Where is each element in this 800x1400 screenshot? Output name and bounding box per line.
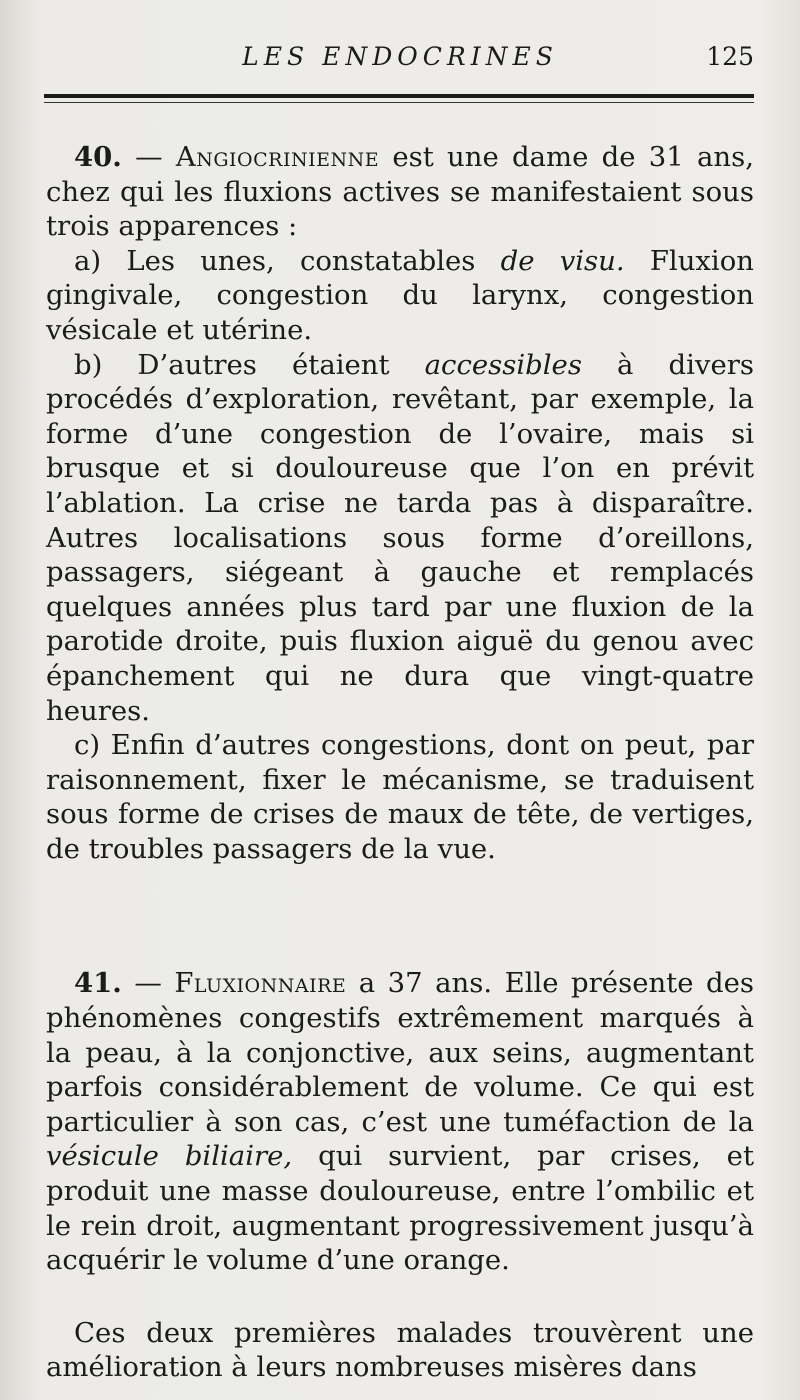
item-a-text: a) Les unes, constatables xyxy=(74,244,501,277)
page-number: 125 xyxy=(706,42,754,71)
item-c-text: c) Enfin d’autres congestions, dont on peut, par raisonnement, fixer le mécanisme, se traduisent sous forme de crises de maux de tête, de vertiges, de troubles passagers de la vue. xyxy=(46,729,754,865)
case-41-paragraph xyxy=(46,966,754,1277)
closing-paragraph xyxy=(46,1316,754,1385)
case-40-intro-text: est une dame de 31 ans, chez qui les fluxions actives se manifestaient sous trois apparences : xyxy=(46,141,754,243)
case-40-number: 40. xyxy=(74,141,122,173)
header-rule-thick xyxy=(44,94,754,98)
section-gap xyxy=(46,866,754,966)
case-40-dash: — xyxy=(121,141,176,173)
item-b-text: b) D’autres étaient xyxy=(74,348,425,381)
item-b-text-end: à divers procédés d’exploration, revêtant, par exemple, la forme d’une congestion de l’ovaire, mais si brusque et si douloureuse que l’on en prévit l’ablation. La crise ne tarda pas à disparaître. Autres localisations sous forme d’oreillons, passagers, siégeant à gauche et remplacés quelques années plus tard par une fluxion de la parotide droite, puis fluxion aiguë du genou avec épanchement qui ne dura que vingt-quatre heures. xyxy=(46,348,754,727)
item-a-text-end: Fluxion gingivale, congestion du larynx, congestion vésicale et utérine. xyxy=(46,244,754,346)
running-title: LES ENDOCRINES xyxy=(242,42,558,71)
case-41-name: Fluxionnaire xyxy=(174,967,347,1000)
paragraph-gap xyxy=(46,1278,754,1316)
header-rule-thin xyxy=(44,102,754,103)
case-40-name: Angiocrinienne xyxy=(175,141,380,173)
item-a-italic: de visu. xyxy=(500,244,625,277)
case-40-item-a xyxy=(46,244,754,348)
case-41-text-end: qui survient, par crises, et produit une masse douloureuse, entre l’ombilic et le rein droit, augmentant progressivement jusqu’à acquérir le volume d’une orange. xyxy=(46,1140,755,1277)
case-41-italic: vésicule biliaire, xyxy=(46,1140,293,1173)
case-40-item-c xyxy=(46,728,754,866)
page-body xyxy=(46,140,754,1385)
case-41-dash: — xyxy=(121,967,175,1000)
page-header xyxy=(46,40,754,80)
case-40-item-b xyxy=(46,348,754,729)
closing-text: Ces deux premières malades trouvèrent une amélioration à leurs nombreuses misères dans xyxy=(46,1316,754,1384)
case-40-intro xyxy=(46,140,754,244)
item-b-italic: accessibles xyxy=(424,348,582,381)
case-41-number: 41. xyxy=(74,967,122,1000)
case-41-text: a 37 ans. Elle présente des phénomènes congestifs extrêmement marqués à la peau, à la conjonctive, aux seins, augmentant parfois considérablement de volume. Ce qui est particulier à son cas, c’est une tuméfaction de la xyxy=(46,967,754,1138)
